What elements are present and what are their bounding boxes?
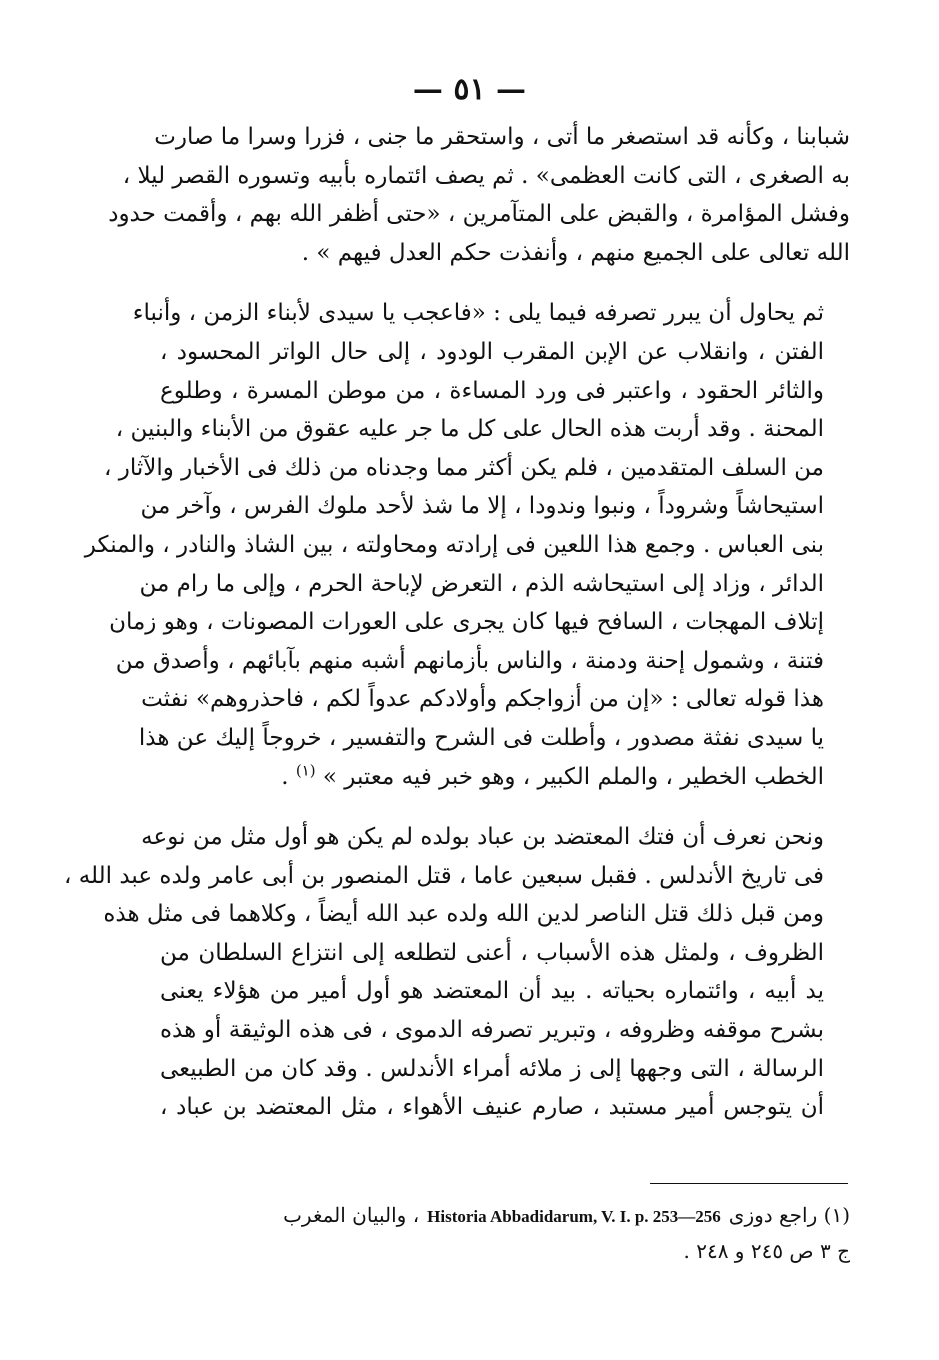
body-text (63, 118, 850, 1127)
text-line: به الصغرى ، التى كانت العظمى» . ثم يصف ائتماره بأبيه وتسوره القصر ليلا ، (122, 162, 850, 189)
text-line: ونحن نعرف أن فتك المعتضد بن عباد بولده لم يكن هو أول مثل من نوعه (141, 824, 824, 851)
text-line: يا سيدى نفثة مصدور ، وأطلت فى الشرح والتفسير ، خروجاً إليك عن هذا (138, 724, 824, 751)
text-line: يد أبيه ، وائتماره بحياته . بيد أن المعتضد هو أول أمير من هؤلاء يعنى (160, 978, 824, 1005)
line-tail: . (281, 763, 296, 790)
text-line: والثائر الحقود ، واعتبر فى ورد المساءة ، من موطن المسرة ، وطلوع (160, 377, 824, 404)
text-line: ثم يحاول أن يبرر تصرفه فيما يلى : «فاعجب يا سيدى لأبناء الزمن ، وأنباء (132, 300, 824, 327)
text-line: إتلاف المهجات ، السافح فيها كان يجرى على العورات المصونات ، وهو زمان (109, 609, 824, 636)
paragraph-1 (108, 118, 850, 272)
footnote-reference[interactable]: (١) (295, 760, 316, 779)
footnote-citation: Historia Abbadidarum, V. I. p. 253—256 (427, 1207, 721, 1226)
text-line: الرسالة ، التى وجهها إلى ز ملائه أمراء الأندلس . وقد كان من الطبيعى (160, 1055, 824, 1082)
text-line: أن يتوجس أمير مستبد ، صارم عنيف الأهواء ، مثل المعتضد بن عباد ، (160, 1094, 824, 1121)
text-line: المحنة . وقد أربت هذه الحال على كل ما جر عليه عقوق من الأبناء والبنين ، (115, 416, 824, 443)
footnote-prefix: راجع دوزى (728, 1203, 818, 1227)
footnote-line-2: ج ٣ ص ٢٤٥ و ٢٤٨ . (683, 1239, 850, 1263)
text-line: من السلف المتقدمين ، فلم يكن أكثر مما وجدناه من ذلك فى الأخبار والآثار ، (104, 454, 824, 481)
text-line: الظروف ، ولمثل هذه الأسباب ، أعنى لتطلعه إلى انتزاع السلطان من (160, 939, 824, 966)
text-line: استيحاشاً وشروداً ، ونبوا وندودا ، إلا ما شذ لأحد ملوك الفرس ، وآخر من (140, 493, 824, 520)
footnote-suffix: ، والبيان المغرب (283, 1203, 420, 1227)
text-line: فتنة ، وشمول إحنة ودمنة ، والناس بأزمانهم أشبه منهم بآبائهم ، وأصدق من (115, 647, 824, 674)
page-number: — ٥١ — (412, 72, 527, 107)
text-line: بشرح موقفه وظروفه ، وتبرير تصرفه الدموى ، فى هذه الوثيقة أو هذه (160, 1017, 824, 1044)
text-line: الخطب الخطير ، والملم الكبير ، وهو خبر فيه معتبر » (322, 763, 824, 790)
text-line: هذا قوله تعالى : «إن من أزواجكم وأولادكم عدواً لكم ، فاحذروهم» نفثت (141, 686, 824, 713)
text-line: بنى العباس . وجمع هذا اللعين فى إرادته ومحاولته ، بين الشاذ والنادر ، والمنكر (84, 531, 824, 558)
paragraph-2 (84, 294, 850, 796)
text-line-with-note (160, 758, 850, 797)
text-line: شبابنا ، وكأنه قد استصغر ما أتى ، واستحقر ما جنى ، فزرا وسرا ما صارت (154, 124, 850, 150)
text-line: ومن قبل ذلك قتل الناصر لدين الله ولده عبد الله أيضاً ، وكلاهما فى مثل هذه (103, 901, 824, 928)
text-line: فى تاريخ الأندلس . فقبل سبعين عاما ، قتل المنصور بن أبى عامر ولده عبد الله ، (63, 862, 824, 889)
text-line: الله تعالى على الجميع منهم ، وأنفذت حكم العدل فيهم » . (301, 239, 850, 266)
text-line: الدائر ، وزاد إلى استيحاشه الذم ، التعرض لإباحة الحرم ، وإلى ما رام من (139, 570, 824, 597)
paragraph-3 (63, 818, 850, 1127)
footnote-line-1 (160, 1198, 850, 1234)
footnote-marker: (١) (823, 1203, 850, 1227)
footnote (160, 1198, 850, 1268)
text-line: وفشل المؤامرة ، والقبض على المتآمرين ، «حتى أظفر الله بهم ، وأقمت حدود (108, 201, 850, 228)
text-line: الفتن ، وانقلاب عن الإبن المقرب الودود ، إلى حال الواتر المحسود ، (160, 338, 824, 365)
footnote-divider (650, 1183, 848, 1184)
